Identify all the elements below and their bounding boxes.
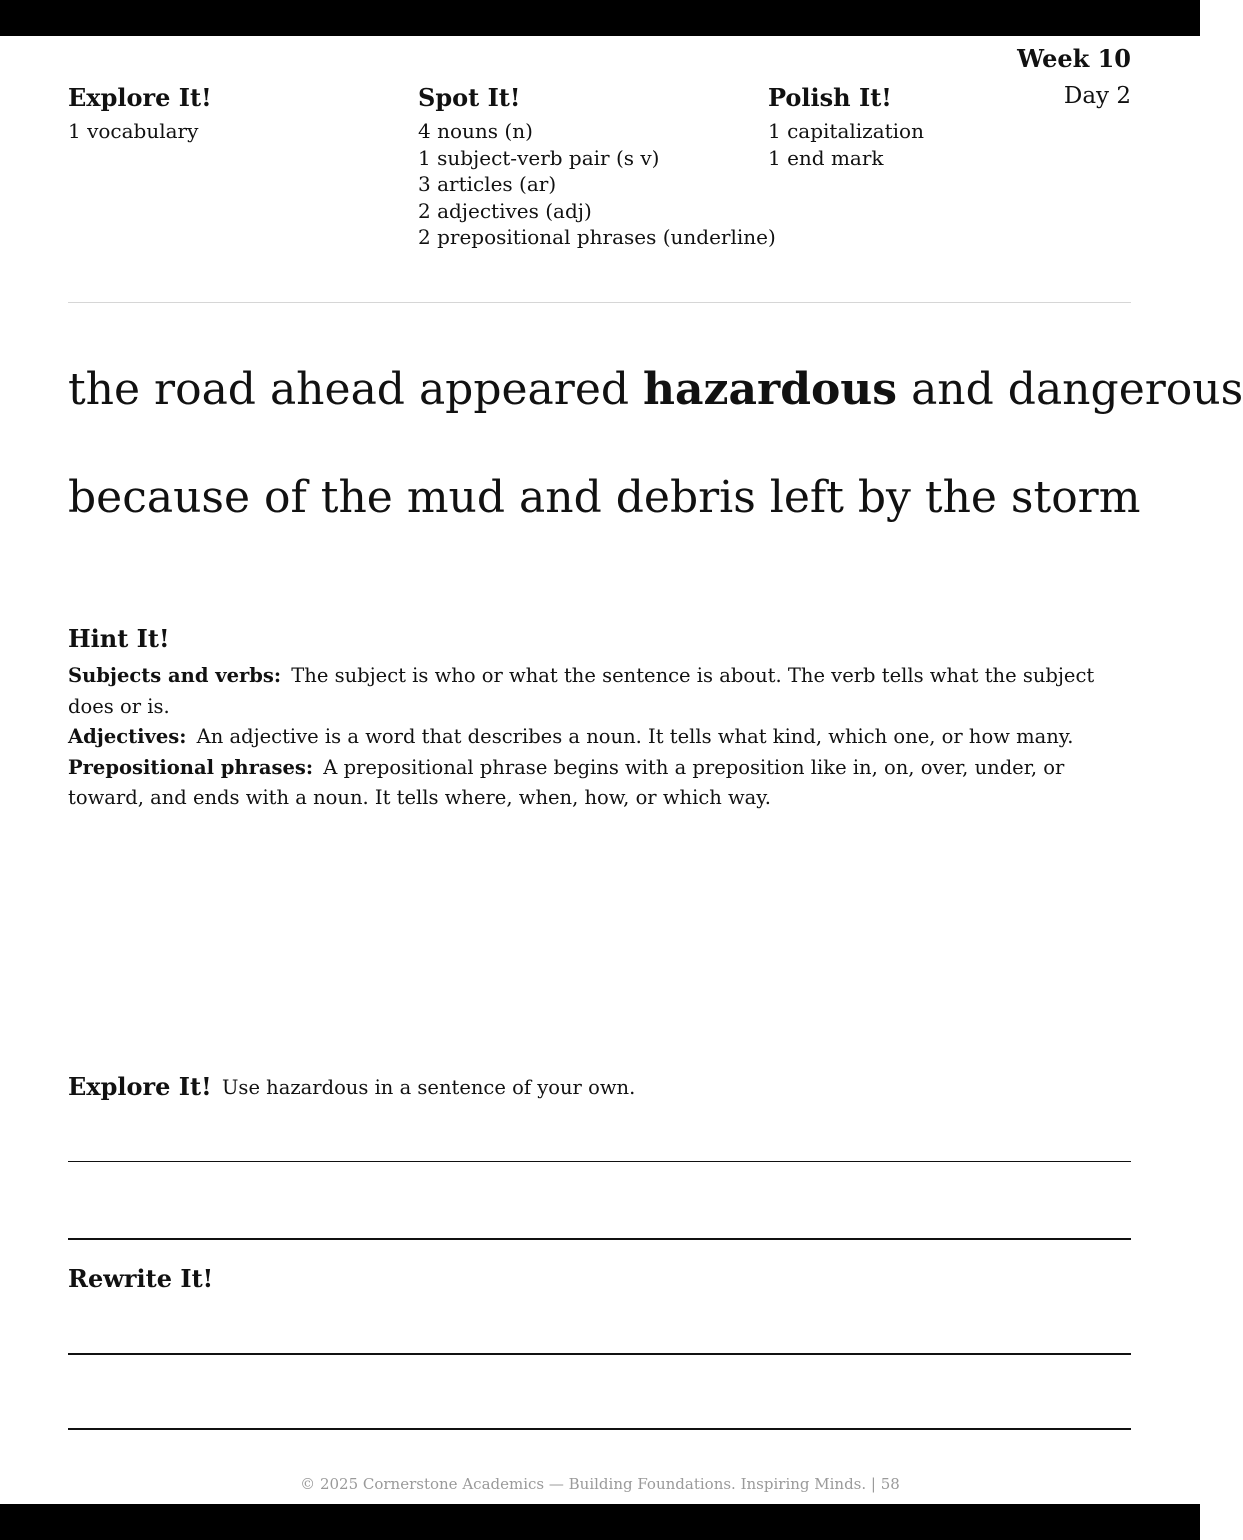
explore-it-section-heading: Explore It!: [68, 1072, 212, 1101]
hint-text: The subject is who or what the sentence is about. The verb tells what the subject does or is.: [68, 664, 1095, 718]
top-black-bar: [0, 0, 1200, 36]
explore-it-list: [68, 118, 212, 145]
writing-line[interactable]: [68, 1238, 1131, 1240]
explore-it-heading: Explore It!: [68, 83, 212, 112]
hint-term: Adjectives:: [68, 725, 187, 748]
vocabulary-word: hazardous: [643, 364, 898, 415]
hint-text: A prepositional phrase begins with a preposition like in, on, over, under, or toward, and ends with a noun. It tells where, when, how, or which way.: [68, 755, 1065, 809]
spot-it-heading: Spot It!: [418, 83, 521, 112]
page-footer: © 2025 Cornerstone Academics — Building Foundations. Inspiring Minds. | 58: [300, 1475, 900, 1493]
sentence-part: and dangerous: [897, 364, 1243, 415]
header-divider: [68, 302, 1131, 303]
list-item: 1 subject-verb pair (s v): [418, 145, 660, 170]
spot-it-column: [418, 84, 776, 251]
hint-it-heading: Hint It!: [68, 624, 170, 653]
list-item: 2 adjectives (adj): [418, 198, 592, 223]
list-item: 1 vocabulary: [68, 119, 199, 143]
writing-line[interactable]: [68, 1161, 1131, 1162]
hint-text: An adjective is a word that describes a noun. It tells what kind, which one, or how many.: [196, 725, 1074, 748]
hint-item: [68, 661, 1134, 722]
writing-line[interactable]: [68, 1353, 1131, 1355]
writing-line[interactable]: [68, 1428, 1131, 1430]
polish-it-heading: Polish It!: [768, 83, 892, 112]
sentence-line-1: [68, 364, 1243, 416]
day-label: Day 2: [1063, 83, 1131, 109]
rewrite-it-heading: Rewrite It!: [68, 1264, 214, 1293]
hint-item: [68, 753, 1134, 814]
sentence-part: the road ahead appeared: [68, 364, 644, 415]
list-item: 3 articles (ar): [418, 172, 557, 196]
hint-term: Prepositional phrases:: [68, 755, 314, 779]
polish-it-list: [768, 118, 924, 171]
explore-it-column: [68, 84, 212, 145]
hint-list: [68, 661, 1134, 814]
bottom-black-bar: [0, 1504, 1200, 1540]
explore-it-prompt: Use hazardous in a sentence of your own.: [222, 1076, 636, 1099]
polish-it-column: [768, 84, 924, 171]
list-item: 2 prepositional phrases (underline): [418, 225, 776, 249]
hint-item: [68, 722, 1134, 753]
sentence-line-2: because of the mud and debris left by the storm: [68, 472, 1141, 523]
list-item: 4 nouns (n): [418, 119, 533, 143]
week-label: Week 10: [1017, 44, 1131, 73]
list-item: 1 end mark: [768, 145, 884, 170]
spot-it-list: [418, 118, 776, 251]
list-item: 1 capitalization: [768, 119, 924, 143]
hint-term: Subjects and verbs:: [68, 664, 282, 687]
